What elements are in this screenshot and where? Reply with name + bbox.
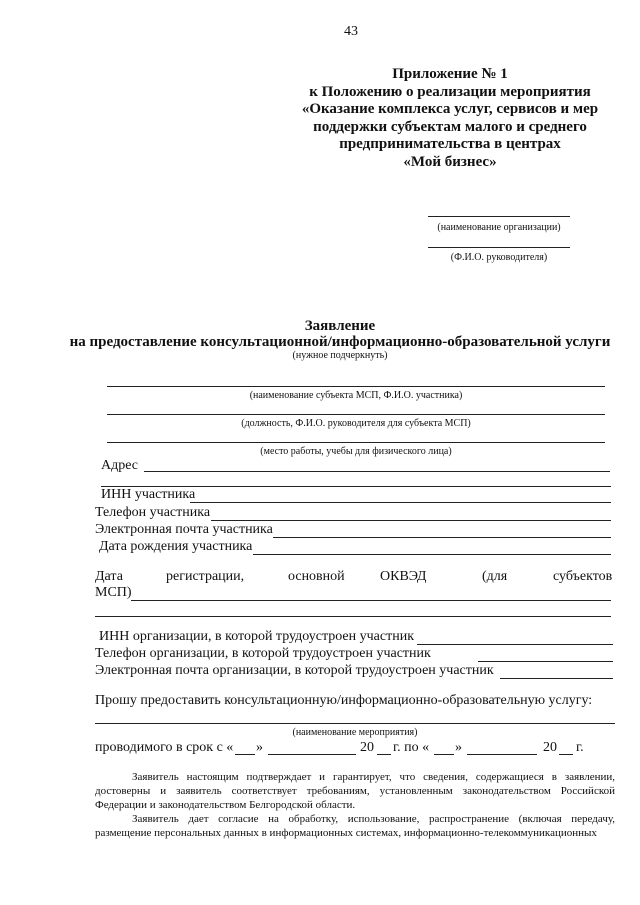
org-phone-line[interactable] — [478, 661, 613, 662]
birth-line[interactable] — [253, 554, 611, 555]
org-inn-label: ИНН организации, в которой трудоустроен участник — [99, 629, 414, 644]
appendix-line-6: «Мой бизнес» — [403, 154, 497, 170]
appendix-line-4: поддержки субъектам малого и среднего — [313, 119, 587, 135]
event-name-line[interactable] — [95, 723, 615, 724]
confirmation-paragraph: Заявитель настоящим подтверждает и гарантирует, что сведения, содержащиеся в заявлении, достоверны и заявитель соответствует требованиям, установленным законодательством Российской Федерации и законодательством Белгородской области. — [95, 771, 615, 811]
document-title: Заявление — [304, 318, 376, 334]
position-caption: (должность, Ф.И.О. руководителя для субъекта МСП) — [241, 418, 471, 429]
appendix-line-2: к Положению о реализации мероприятия — [309, 84, 591, 100]
end-day-line[interactable] — [434, 754, 454, 755]
appendix-line-5: предпринимательства в центрах — [339, 136, 561, 152]
end-month-line[interactable] — [467, 754, 537, 755]
start-day-line[interactable] — [235, 754, 255, 755]
org-phone-label: Телефон организации, в которой трудоустроен участник — [95, 646, 431, 661]
document-subtitle: на предоставление консультационной/информационно-образовательной услуги — [69, 334, 611, 350]
okved-word-1: Дата — [95, 569, 123, 584]
address-label: Адрес — [101, 458, 139, 473]
appendix-title: Приложение № 1 — [392, 66, 508, 82]
email-label: Электронная почта участника — [95, 522, 273, 537]
inn-label: ИНН участника — [101, 487, 196, 502]
okved-tail: МСП) — [95, 585, 132, 600]
okved-word-4: ОКВЭД — [380, 569, 427, 584]
inn-line[interactable] — [190, 502, 611, 503]
underline-note: (нужное подчеркнуть) — [292, 350, 388, 361]
end-year-line[interactable] — [559, 754, 573, 755]
period-quote-2: » — [455, 740, 462, 755]
period-mid: г. по « — [393, 740, 430, 755]
org-email-line[interactable] — [500, 678, 613, 679]
workplace-caption: (место работы, учебы для физического лица) — [260, 446, 452, 457]
address-line[interactable] — [144, 471, 610, 472]
okved-line-2[interactable] — [95, 616, 611, 617]
okved-word-5: (для — [482, 569, 508, 584]
phone-label: Телефон участника — [95, 505, 211, 520]
org-email-label: Электронная почта организации, в которой трудоустроен участник — [95, 663, 494, 678]
consent-paragraph: Заявитель дает согласие на обработку, использование, распространение (включая передачу, размещение персональных данных в информационных системах, информационно-телекоммуникационных — [95, 813, 615, 839]
page-number: 43 — [344, 24, 358, 39]
okved-line[interactable] — [131, 600, 611, 601]
subject-name-caption: (наименование субъекта МСП, Ф.И.О. участника) — [249, 390, 463, 401]
email-line[interactable] — [273, 537, 611, 538]
event-name-caption: (наименование мероприятия) — [292, 727, 418, 738]
org-inn-line[interactable] — [417, 644, 613, 645]
okved-word-6: субъектов — [553, 569, 613, 584]
birth-label: Дата рождения участника — [99, 539, 253, 554]
period-year-1: 20 — [360, 740, 374, 755]
period-prefix: проводимого в срок с « — [95, 740, 234, 755]
phone-line[interactable] — [211, 520, 611, 521]
org-name-caption: (наименование организации) — [437, 222, 561, 233]
head-name-caption: (Ф.И.О. руководителя) — [450, 252, 548, 263]
period-quote-1: » — [256, 740, 263, 755]
okved-word-3: основной — [288, 569, 345, 584]
workplace-line[interactable] — [107, 442, 605, 443]
start-month-line[interactable] — [268, 754, 356, 755]
request-text: Прошу предоставить консультационную/информационно-образовательную услугу: — [95, 693, 593, 708]
period-year-2: 20 — [543, 740, 557, 755]
start-year-line[interactable] — [377, 754, 391, 755]
position-line[interactable] — [107, 414, 605, 415]
period-end: г. — [576, 740, 584, 755]
okved-word-2: регистрации, — [166, 569, 245, 584]
org-name-line[interactable] — [428, 216, 570, 217]
subject-name-line[interactable] — [107, 386, 605, 387]
head-name-line[interactable] — [428, 247, 570, 248]
appendix-line-3: «Оказание комплекса услуг, сервисов и мер — [301, 101, 599, 117]
